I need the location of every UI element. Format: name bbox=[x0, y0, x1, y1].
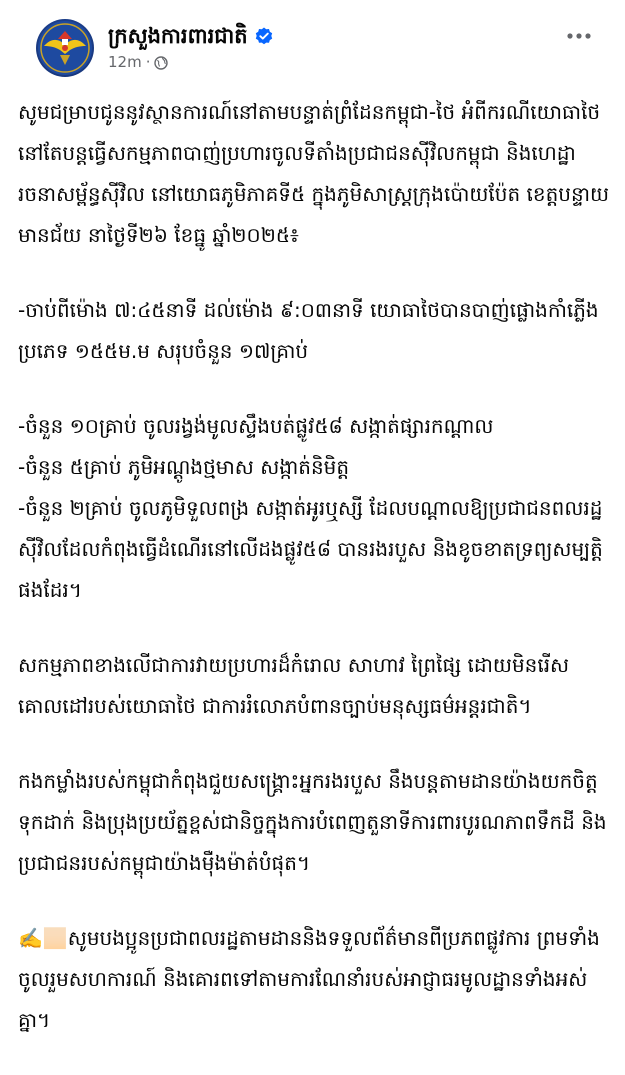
page-name-text[interactable]: ក្រសួងការពារជាតិ bbox=[108, 24, 248, 48]
ministry-emblem-icon bbox=[36, 19, 94, 77]
page-avatar[interactable] bbox=[36, 19, 94, 77]
verified-badge-icon bbox=[254, 25, 274, 45]
post-paragraph-3: -ចំនួន ១០គ្រាប់ ចូលរង្វង់មូលស្ទឹងបត់ផ្លូវ៥៨ សង្កាត់ផ្សារកណ្តាល -ចំនួន ៥គ្រាប់ ភូមិអណ្តូងថ្មមាស សង្កាត់និមិត្ត -ចំនួន ២គ្រាប់ ចូលភូមិទួលពង្រ សង្កាត់អូរឬស្សី ដែលបណ្តាលឱ្យប្រជាជនពលរដ្ឋស៊ីវិលដែលកំពុងធ្វើដំណើរនៅលើដងផ្លូវ៥៨ បានរងរបួស និងខូចខាតទ្រព្យសម្បត្តិផងដែរ។ bbox=[18, 414, 603, 602]
post-paragraph-1: សូមជម្រាបជូននូវស្ថានការណ៍នៅតាមបន្ទាត់ព្រំដែនកម្ពុជា-ថៃ អំពីករណីយោធាថៃនៅតែបន្តធ្វើសកម្មភាពបាញ់ប្រហារចូលទីតាំងប្រជាជនស៊ីវិលកម្ពុជា និងហេដ្ឋារចនាសម្ព័ន្ធស៊ីវិល នៅយោធភូមិភាគទី៥ ក្នុងភូមិសាស្ត្រក្រុងប៉ោយប៉ែត ខេត្តបន្ទាយមានជ័យ នាថ្ងៃទី២៦ ខែធ្នូ ឆ្នាំ២០២៥៖ bbox=[18, 100, 610, 247]
post-timestamp[interactable]: 12m bbox=[108, 53, 142, 71]
post-paragraph-5: កងកម្លាំងរបស់កម្ពុជាកំពុងជួយសង្គ្រោះអ្នករងរបួស នឹងបន្តតាមដានយ៉ាងយកចិត្តទុកដាក់ និងប្រុងប្រយ័ត្នខ្ពស់ជានិច្ចក្នុងការបំពេញតួនាទីការពារបូរណភាពទឹកដី និងប្រជាជនរបស់កម្ពុជាយ៉ាងម៉ឺងម៉ាត់បំផុត។ bbox=[18, 769, 607, 875]
meta-separator: · bbox=[145, 53, 151, 71]
more-horizontal-icon bbox=[561, 22, 597, 50]
post-header bbox=[18, 0, 611, 92]
more-options-button[interactable] bbox=[561, 22, 597, 50]
post-meta bbox=[108, 52, 168, 72]
globe-icon[interactable] bbox=[154, 55, 168, 69]
post-paragraph-2: -ចាប់ពីម៉ោង ៧:៤៥នាទី ដល់ម៉ោង ៩:០៣នាទី យោធាថៃបានបាញ់ផ្លោងកាំភ្លើងប្រភេទ ១៥៥ម.ម សរុបចំនួន ១៧គ្រាប់ bbox=[18, 298, 599, 363]
post-paragraph-6: ✍🏻សូមបងប្អូនប្រជាពលរដ្ឋតាមដាននិងទទួលព័ត៌មានពីប្រភពផ្លូវការ ព្រមទាំងចូលរួមសហការណ៍ និងគោរពទៅតាមការណែនាំរបស់អាជ្ញាធរមូលដ្ឋានទាំងអស់គ្នា។ bbox=[18, 926, 600, 1032]
post-body bbox=[18, 92, 611, 1075]
post-paragraph-4: សកម្មភាពខាងលើជាការវាយប្រហារដ៏កំរោល សាហាវ ព្រៃផ្សៃ ដោយមិនរើសគោលដៅរបស់យោធាថៃ ជាការរំលោភបំពានច្បាប់មនុស្សធម៌អន្តរជាតិ។ bbox=[18, 653, 570, 718]
page-name[interactable] bbox=[108, 22, 274, 50]
